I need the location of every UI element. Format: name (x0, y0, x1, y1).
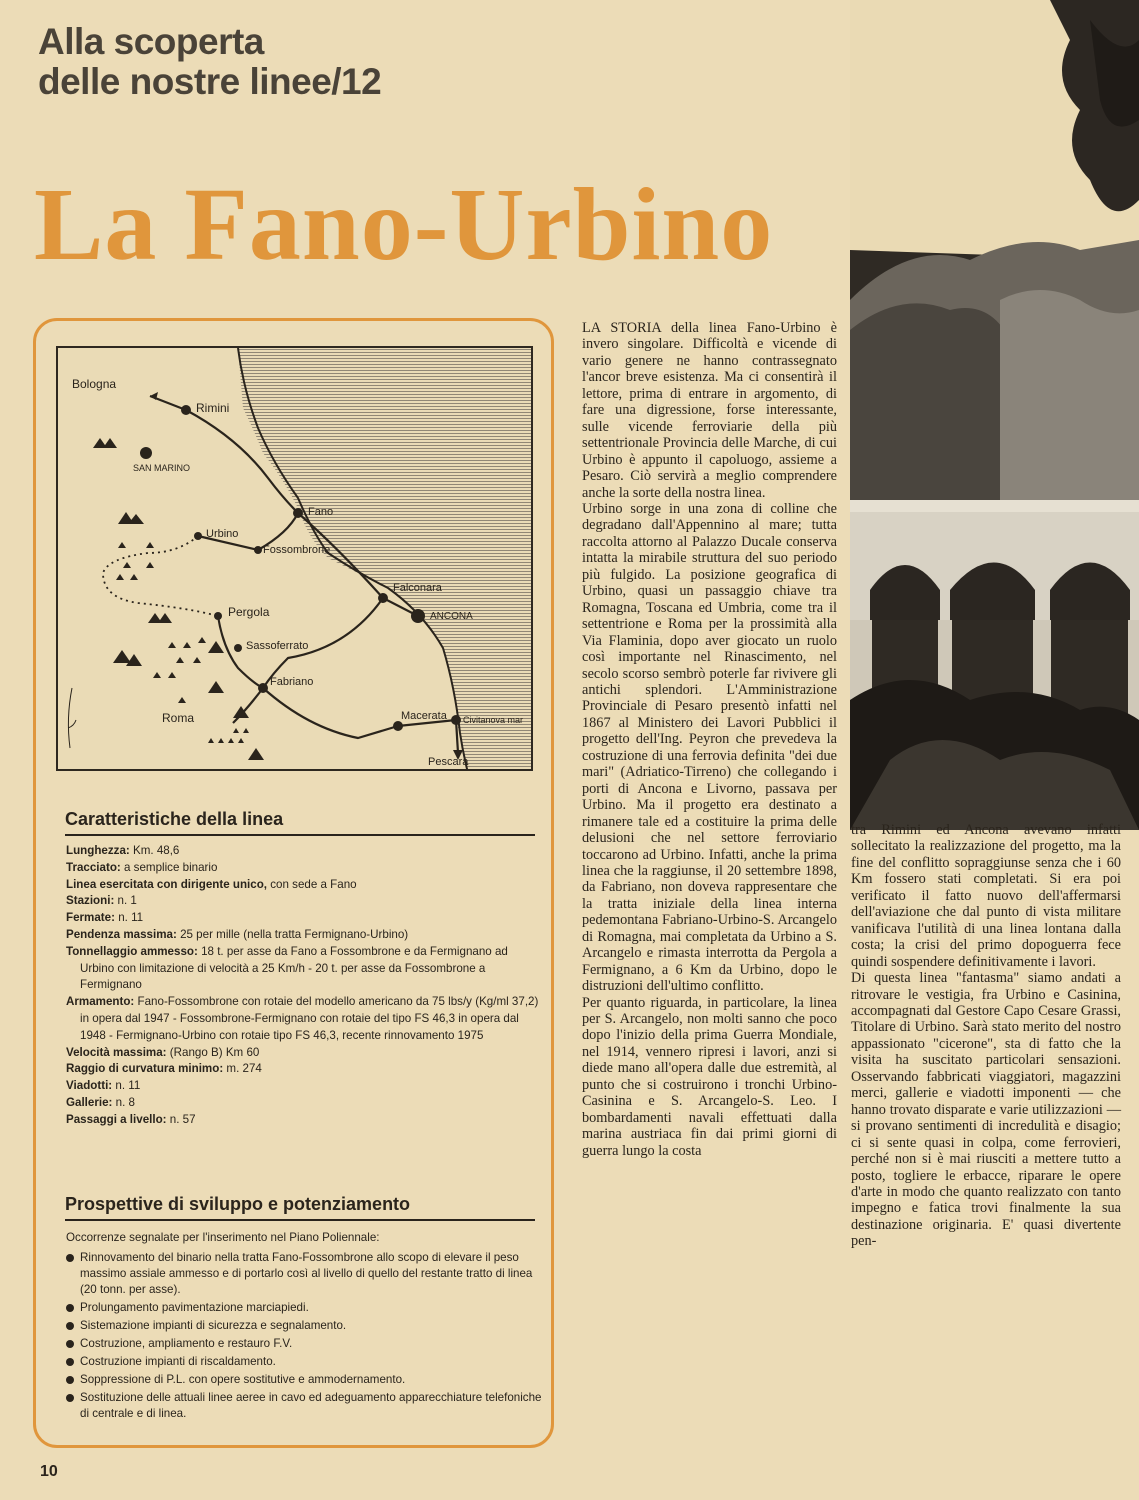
spec-item: Velocità massima: (Rango B) Km 60 (66, 1045, 260, 1059)
article-paragraph: tra Rimini ed Ancona avevano infatti sollecitato la realizzazione del progetto, ma la fine del conflitto sopraggiunse senza che i 60 Km fossero stati completati. Si era poi verificato il fatto nuovo dell'affermarsi dell'aviazione che dal punto di vista militare vanificava l'utilità di una linea lontana dalla costa; la crisi del primo dopoguerra fece quindi sospendere definitivamente i lavori. (851, 822, 1121, 970)
map-label-fabriano: Fabriano (270, 676, 314, 688)
map-label-macerata: Macerata (401, 710, 447, 722)
map-label-ancona: ANCONA (430, 611, 473, 622)
bullet-icon (66, 1340, 74, 1348)
bullet-icon (66, 1254, 74, 1262)
map-label-roma: Roma (162, 711, 195, 725)
prospects-title: Prospettive di sviluppo e potenziamento (65, 1193, 535, 1221)
artist-signature (68, 688, 76, 748)
prospect-item: Rinnovamento del binario nella tratta Fano-Fossombrone allo scopo di elevare il peso massimo assiale ammesso e di portarlo così al livello di quello del restante tratto di linea (20 tonn. per asse). (66, 1250, 544, 1298)
map-label-urbino: Urbino (206, 528, 239, 540)
bullet-icon (66, 1394, 74, 1402)
station-ancona (411, 609, 425, 623)
line-fabriano-macerata (263, 688, 398, 738)
page-title: La Fano-Urbino (34, 167, 774, 282)
map-label-san-marino: SAN MARINO (133, 463, 191, 473)
station-fabriano (258, 683, 268, 693)
series-line-2: delle nostre linee/12 (38, 61, 382, 102)
article-paragraph: LA STORIA della linea Fano-Urbino è invero singolare. Difficoltà e vicende di vario genere ne hanno contrassegnato l'ancor breve esistenza. Ma ci consentirà il lettore, prima di entrare in argomento, di fare una digressione, forse interessante, sulle vicende ferroviarie della più settentrionale Provincia delle Marche, di cui Urbino è appunto il capoluogo, assieme a Pesaro. Ciò servirà a meglio comprendere anche la sorte della nostra linea. (582, 320, 837, 501)
station-pergola (214, 612, 222, 620)
map-label-rimini: Rimini (196, 401, 230, 415)
bullet-icon (66, 1358, 74, 1366)
map-label-pergola: Pergola (228, 605, 270, 619)
map-label-civitanova: Civitanova mar (463, 715, 524, 725)
page-number: 10 (40, 1463, 58, 1480)
spec-item: Lunghezza: Km. 48,6 (66, 844, 180, 857)
prospect-item: Prolungamento pavimentazione marciapiedi. (66, 1300, 544, 1316)
series-heading (38, 22, 558, 102)
line-pergola-fabriano (218, 616, 263, 688)
spec-item: Tracciato: a semplice binario (66, 860, 218, 874)
prospect-item: Sistemazione impianti di sicurezza e segnalamento. (66, 1318, 544, 1334)
prospect-item: Costruzione impianti di riscaldamento. (66, 1354, 544, 1370)
characteristics-list (66, 843, 544, 1129)
spec-item: Pendenza massima: 25 per mille (nella tratta Fermignano-Urbino) (66, 927, 409, 941)
article-column-1 (582, 320, 837, 1159)
station-urbino (194, 532, 202, 540)
viaduct-photo (850, 0, 1139, 830)
spec-item: Tonnellaggio ammesso: 18 t. per asse da Fano a Fossombrone e da Fermignano ad Urbino con limitazione di velocità a 25 Km/h - 20 t. per asse da Fossombrone a Fermignano (66, 944, 508, 992)
series-line-1: Alla scoperta (38, 21, 264, 62)
station-fossombrone (254, 546, 262, 554)
article-paragraph: Per quanto riguarda, in particolare, la linea per S. Arcangelo, non molti sanno che poco dopo l'inizio della prima Guerra Mondiale, nel 1914, vennero ripresi i lavori, anzi si diede mano all'opera dalle due estremità, al punto che si costruirono i tronchi Urbino-Casinina e S. Arcangelo-S. Leo. I bombardamenti navali effettuati dalla marina austriaca fin dai primi giorni di guerra lungo la costa (582, 994, 837, 1159)
spec-item: Stazioni: n. 1 (66, 894, 137, 908)
article-paragraph: Urbino sorge in una zona di colline che degradano dall'Appennino al mare; tutta raccolta attorno al Palazzo Ducale conserva intatta la mirabile struttura del suo periodo più fulgido. La posizione geografica di Urbino, quasi un passaggio chiave tra Romagna, Toscana ed Umbria, come tra il settentrione e Roma per la prossimità alla Via Flaminia, dopo aver giocato un ruolo così importante nel Rinascimento, nel secolo scorso sembrò poterle far rivivere gli antichi splendori. L'Amministrazione Provinciale di Pesaro presentò infatti nel 1867 al Ministero dei Lavori Pubblici il progetto dell'Ing. Peyron che prevedeva la costruzione di una ferrovia definita "dei due mari" (Adriatico-Tirreno) che collegando i porti di Ancona e Livorno, passava per Urbino. Ma il progetto era destinato a rimanere tale ed a costituire la prima delle delusioni che nel settore ferroviario toccarono ad Urbino. Infatti, anche la prima linea che la raggiunse, il 20 settembre 1898, da Fabriano, non doveva rappresentare che la tratta iniziale della linea interna pedemontana Fabriano-Urbino-S. Arcangelo di Romagna, mai completata da Urbino a S. Arcangelo e rimasta interrotta da Pergola a Fermignano, a 6 Km da Urbino, dopo le distruzioni dell'ultimo conflitto. (582, 500, 837, 995)
prospects-list (66, 1250, 544, 1424)
spec-item: Viadotti: n. 11 (66, 1079, 141, 1093)
spec-item: Gallerie: n. 8 (66, 1095, 135, 1109)
spec-item: Raggio di curvatura minimo: m. 274 (66, 1062, 262, 1076)
characteristics-title: Caratteristiche della linea (65, 808, 535, 836)
map-label-fano: Fano (308, 506, 334, 518)
sea-area (238, 348, 533, 771)
article-paragraph: Di questa linea "fantasma" siamo andati a ritrovare le vestigia, fra Urbino e Casinina, accompagnati dal Gestore Capo Cesare Grassi, Titolare di Urbino. Sarà stato merito del nostro appassionato "cicerone", sta di fatto che la visita ha suscitato particolari sensazioni. Osservando fabbricati viaggiatori, magazzini merci, gallerie e viadotti imponenti — che hanno trovato disparate e varie utilizzazioni — si provano sentimenti di incredulità e disagio; ci si sente quasi in colpa, come ferrovieri, perché non si è mai riusciti a mettere tutto a posto, togliere le erbacce, riparare le opere d'arte in modo che quanto realizzato con tanto impegno e fatica trovi finalmente la sua destinazione originaria. E' quasi divertente pen- (851, 970, 1121, 1250)
spec-item: Passaggi a livello: n. 57 (66, 1112, 196, 1126)
spec-item: Linea esercitata con dirigente unico, con sede a Fano (66, 877, 357, 891)
map-label-fossombrone: Fossombrone (263, 544, 331, 556)
station-san-marino (140, 447, 152, 459)
prospect-item: Sostituzione delle attuali linee aeree in cavo ed adeguamento apparecchiature telefoniche di centrale e di linea. (66, 1390, 544, 1422)
bullet-icon (66, 1304, 74, 1312)
article-column-2 (851, 822, 1121, 1250)
route-map (56, 346, 533, 771)
prospects-intro: Occorrenze segnalate per l'inserimento nel Piano Poliennale: (66, 1231, 380, 1244)
station-macerata (393, 721, 403, 731)
spec-item: Armamento: Fano-Fossombrone con rotaie del modello americano da 75 lbs/y (Kg/ml 37,2) in opera dal 1947 - Fossombrone-Fermignano con rotaie del tipo FS 46,3 in opera dal 1948 - Fermignano-Urbino con rotaie tipo FS 46,3, recente rinnovamento 1975 (66, 995, 539, 1042)
map-label-falconara: Falconara (393, 582, 442, 594)
station-rimini (181, 405, 191, 415)
map-label-bologna: Bologna (72, 377, 117, 391)
spec-item: Fermate: n. 11 (66, 911, 144, 925)
station-sassoferrato (234, 644, 242, 652)
bullet-icon (66, 1376, 74, 1384)
bullet-icon (66, 1322, 74, 1330)
station-falconara (378, 593, 388, 603)
station-fano (293, 508, 303, 518)
map-label-sassoferrato: Sassoferrato (246, 640, 309, 652)
prospect-item: Costruzione, ampliamento e restauro F.V. (66, 1336, 544, 1352)
station-civitanova (451, 715, 461, 725)
map-label-pescara: Pescara (428, 756, 469, 768)
prospect-item: Soppressione di P.L. con opere sostitutive e ammodernamento. (66, 1372, 544, 1388)
